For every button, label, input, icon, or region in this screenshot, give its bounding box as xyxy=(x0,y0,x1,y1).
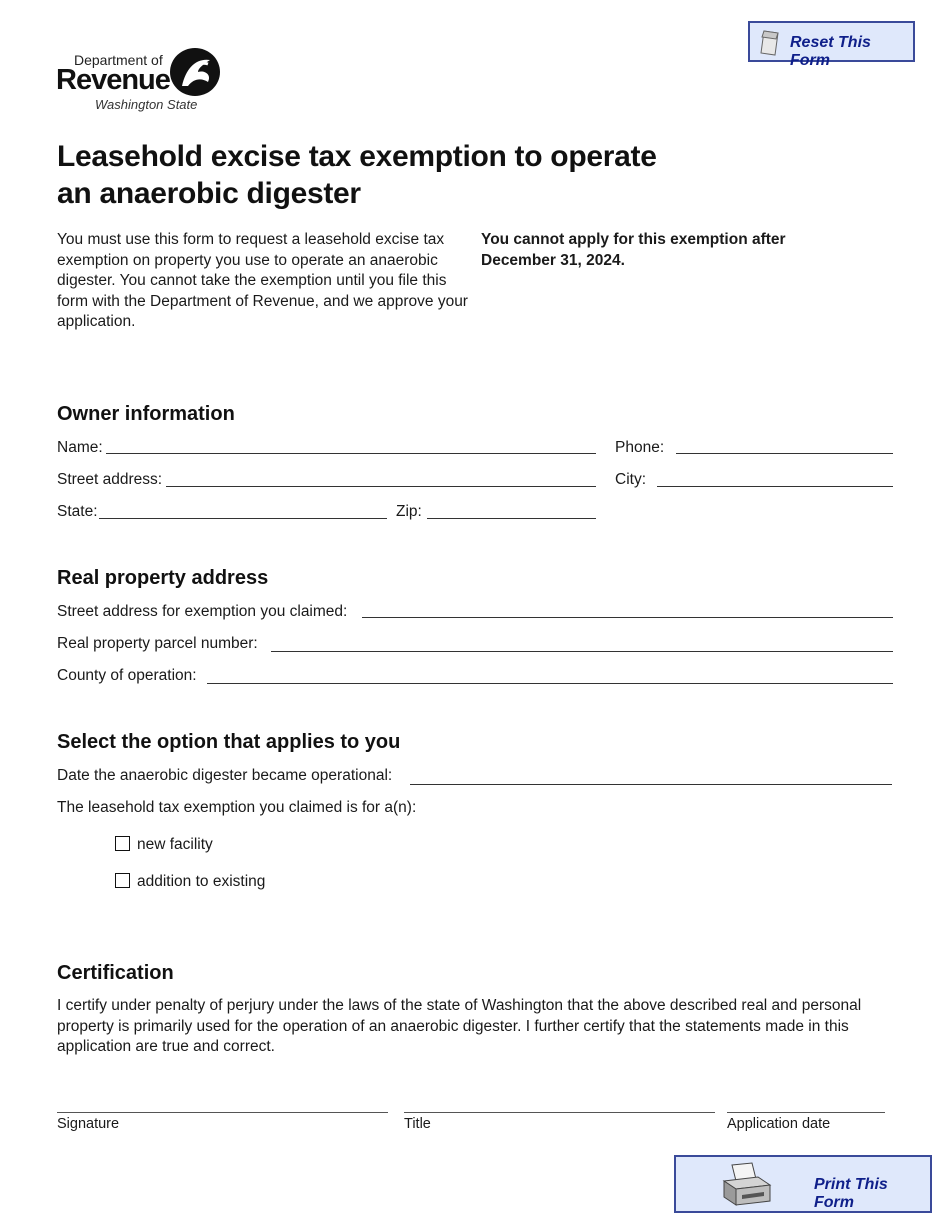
page-title-line1: Leasehold excise tax exemption to operate xyxy=(57,140,657,173)
owner-phone-label: Phone: xyxy=(615,439,665,456)
real-property-heading: Real property address xyxy=(57,567,269,589)
owner-information-heading: Owner information xyxy=(57,403,235,425)
title-caption: Title xyxy=(404,1116,431,1132)
owner-name-label: Name: xyxy=(57,439,103,456)
intro-text: You must use this form to request a leasehold excise tax exemption on property you use to operate an anaerobic digester. You cannot take the exemption until you file this form with the Department of Revenue, and we approve your application. xyxy=(57,231,468,330)
logo-state-text: Washington State xyxy=(95,97,198,112)
parcel-number-field[interactable] xyxy=(271,650,893,652)
new-facility-label: new facility xyxy=(137,836,213,853)
owner-city-label: City: xyxy=(615,471,646,488)
certification-heading: Certification xyxy=(57,962,174,984)
print-form-label: Print This Form xyxy=(814,1176,888,1211)
owner-state-field[interactable] xyxy=(99,517,387,519)
logo-revenue-text: Revenue xyxy=(56,64,170,96)
logo-department-text: Department of xyxy=(74,52,163,68)
operational-date-field[interactable] xyxy=(410,783,892,785)
application-date-field[interactable] xyxy=(727,1112,885,1113)
page-title-line2: an anaerobic digester xyxy=(57,177,361,210)
county-field[interactable] xyxy=(207,682,893,684)
signature-field[interactable] xyxy=(57,1112,388,1113)
county-label: County of operation: xyxy=(57,667,197,684)
printer-icon xyxy=(718,1161,774,1209)
new-facility-checkbox[interactable] xyxy=(115,836,130,851)
owner-zip-label: Zip: xyxy=(396,503,422,520)
application-date-caption: Application date xyxy=(727,1116,831,1132)
reset-form-button[interactable] xyxy=(748,21,915,69)
property-street-label: Street address for exemption you claimed: xyxy=(57,603,348,620)
signature-caption: Signature xyxy=(57,1116,120,1132)
owner-zip-field[interactable] xyxy=(427,517,596,519)
owner-state-label: State: xyxy=(57,503,98,520)
print-form-button[interactable] xyxy=(674,1155,932,1213)
owner-name-field[interactable] xyxy=(106,452,596,454)
owner-city-field[interactable] xyxy=(657,485,893,487)
addition-existing-label: addition to existing xyxy=(137,873,266,890)
operational-date-label: Date the anaerobic digester became operational: xyxy=(57,767,393,784)
eraser-icon xyxy=(758,29,782,57)
reset-form-label: Reset This Form xyxy=(790,34,871,69)
title-field[interactable] xyxy=(404,1112,715,1113)
deadline-notice: You cannot apply for this exemption after December 31, 2024. xyxy=(481,231,786,269)
exemption-type-label: The leasehold tax exemption you claimed is for a(n): xyxy=(57,799,417,816)
owner-street-label: Street address: xyxy=(57,471,163,488)
parcel-number-label: Real property parcel number: xyxy=(57,635,258,652)
addition-existing-checkbox[interactable] xyxy=(115,873,130,888)
select-option-heading: Select the option that applies to you xyxy=(57,731,401,753)
owner-phone-field[interactable] xyxy=(676,452,893,454)
property-street-field[interactable] xyxy=(362,616,893,618)
revenue-logo-icon xyxy=(168,46,222,98)
page-title xyxy=(57,138,757,212)
owner-street-field[interactable] xyxy=(166,485,596,487)
certification-text: I certify under penalty of perjury under the laws of the state of Washington that the above described real and personal property is primarily used for the operation of an anaerobic digester. I further certify that the statements made in this application are true and correct. xyxy=(57,997,862,1055)
